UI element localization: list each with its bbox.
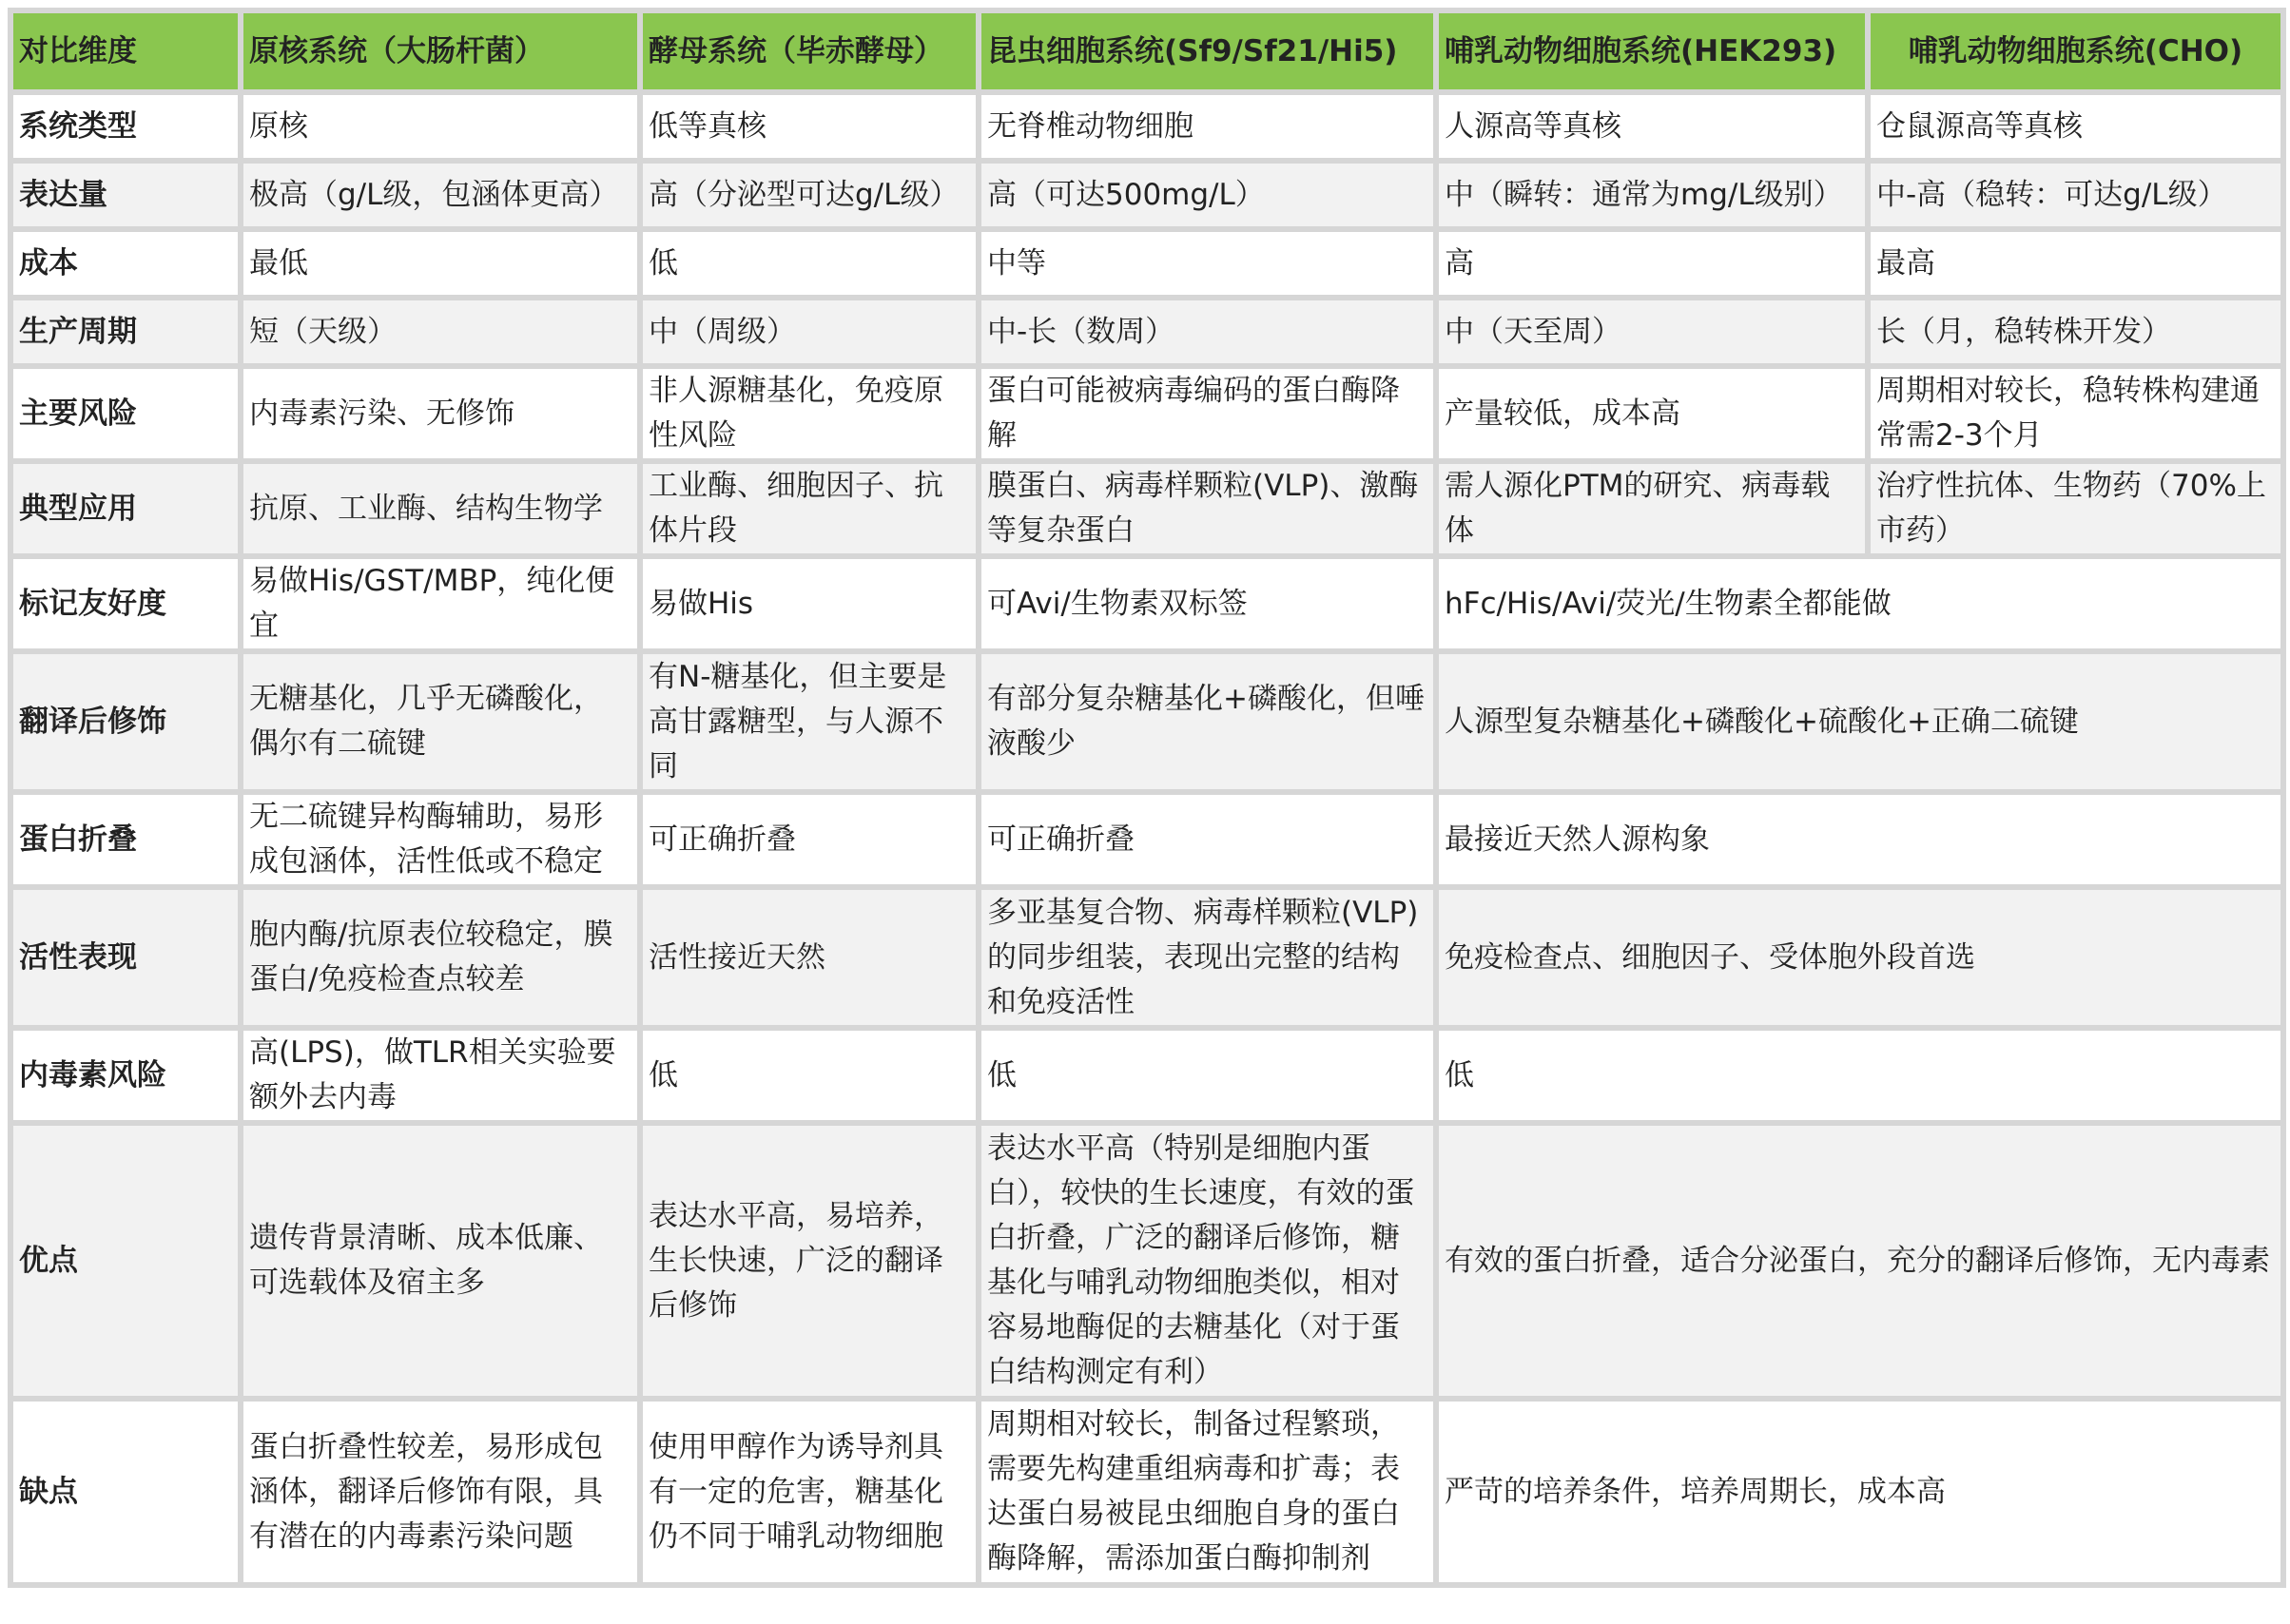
table-cell: 最高 [1871,232,2280,295]
table-row [13,795,2280,884]
table-cell-merged: hFc/His/Avi/荧光/生物素全都能做 [1439,559,2280,648]
header-prokaryotic: 原核系统（大肠杆菌） [243,13,637,89]
table-cell: 活性接近天然 [643,890,976,1025]
header-yeast: 酵母系统（毕赤酵母） [643,13,976,89]
table-cell: 短（天级） [243,300,637,363]
table-cell-merged: 低 [1439,1031,2280,1120]
table-cell: 人源高等真核 [1439,95,1865,158]
table-cell: 产量较低，成本高 [1439,369,1865,458]
comparison-table-container [13,13,2277,1588]
table-cell: 低 [643,232,976,295]
row-header: 典型应用 [13,464,238,553]
table-cell: 遗传背景清晰、成本低廉、可选载体及宿主多 [243,1126,637,1396]
table-cell: 有N-糖基化，但主要是高甘露糖型，与人源不同 [643,654,976,789]
row-header: 活性表现 [13,890,238,1025]
table-row [13,890,2280,1025]
table-row [13,300,2280,363]
table-cell: 工业酶、细胞因子、抗体片段 [643,464,976,553]
table-cell: 中等 [981,232,1433,295]
row-header: 成本 [13,232,238,295]
row-header: 内毒素风险 [13,1031,238,1120]
table-cell: 低 [643,1031,976,1120]
table-cell: 极高（g/L级，包涵体更高） [243,164,637,226]
table-cell: 有部分复杂糖基化+磷酸化，但唾液酸少 [981,654,1433,789]
table-cell: 原核 [243,95,637,158]
table-cell: 可正确折叠 [643,795,976,884]
header-hek293: 哺乳动物细胞系统(HEK293) [1439,13,1865,89]
table-cell: 高（可达500mg/L） [981,164,1433,226]
table-cell: 易做His/GST/MBP，纯化便宜 [243,559,637,648]
table-cell: 无二硫键异构酶辅助，易形成包涵体，活性低或不稳定 [243,795,637,884]
table-row [13,1126,2280,1396]
table-row [13,464,2280,553]
table-cell: 蛋白可能被病毒编码的蛋白酶降解 [981,369,1433,458]
table-cell-merged: 最接近天然人源构象 [1439,795,2280,884]
table-cell: 膜蛋白、病毒样颗粒(VLP)、激酶等复杂蛋白 [981,464,1433,553]
table-row [13,559,2280,648]
table-cell: 仓鼠源高等真核 [1871,95,2280,158]
table-row [13,95,2280,158]
table-cell: 蛋白折叠性较差，易形成包涵体，翻译后修饰有限，具有潜在的内毒素污染问题 [243,1402,637,1582]
table-cell: 多亚基复合物、病毒样颗粒(VLP)的同步组装，表现出完整的结构和免疫活性 [981,890,1433,1025]
table-cell: 高(LPS)，做TLR相关实验要额外去内毒 [243,1031,637,1120]
expression-system-comparison-table [8,8,2286,1588]
table-cell: 最低 [243,232,637,295]
table-row [13,654,2280,789]
table-cell: 胞内酶/抗原表位较稳定，膜蛋白/免疫检查点较差 [243,890,637,1025]
row-header: 生产周期 [13,300,238,363]
table-cell-merged: 人源型复杂糖基化+磷酸化+硫酸化+正确二硫键 [1439,654,2280,789]
table-cell: 无糖基化，几乎无磷酸化，偶尔有二硫键 [243,654,637,789]
table-cell: 表达水平高（特别是细胞内蛋白），较快的生长速度，有效的蛋白折叠，广泛的翻译后修饰，糖基化与哺乳动物细胞类似，相对容易地酶促的去糖基化（对于蛋白结构测定有利） [981,1126,1433,1396]
table-cell: 高（分泌型可达g/L级） [643,164,976,226]
row-header: 优点 [13,1126,238,1396]
table-cell: 表达水平高，易培养，生长快速，广泛的翻译后修饰 [643,1126,976,1396]
row-header: 标记友好度 [13,559,238,648]
row-header: 主要风险 [13,369,238,458]
table-cell: 非人源糖基化，免疫原性风险 [643,369,976,458]
table-cell: 可正确折叠 [981,795,1433,884]
table-cell-merged: 有效的蛋白折叠，适合分泌蛋白，充分的翻译后修饰，无内毒素 [1439,1126,2280,1396]
table-cell: 治疗性抗体、生物药（70%上市药） [1871,464,2280,553]
table-cell: 周期相对较长，稳转株构建通常需2-3个月 [1871,369,2280,458]
header-dimension: 对比维度 [13,13,238,89]
table-cell: 抗原、工业酶、结构生物学 [243,464,637,553]
row-header: 翻译后修饰 [13,654,238,789]
table-cell: 中（天至周） [1439,300,1865,363]
table-cell: 高 [1439,232,1865,295]
table-row [13,164,2280,226]
table-cell: 中（瞬转：通常为mg/L级别） [1439,164,1865,226]
row-header: 系统类型 [13,95,238,158]
row-header: 蛋白折叠 [13,795,238,884]
table-cell: 内毒素污染、无修饰 [243,369,637,458]
table-cell: 使用甲醇作为诱导剂具有一定的危害，糖基化仍不同于哺乳动物细胞 [643,1402,976,1582]
row-header: 缺点 [13,1402,238,1582]
table-cell: 低等真核 [643,95,976,158]
table-row [13,369,2280,458]
table-cell: 中-高（稳转：可达g/L级） [1871,164,2280,226]
table-cell-merged: 免疫检查点、细胞因子、受体胞外段首选 [1439,890,2280,1025]
table-cell: 中（周级） [643,300,976,363]
table-cell: 可Avi/生物素双标签 [981,559,1433,648]
table-cell: 无脊椎动物细胞 [981,95,1433,158]
header-cho: 哺乳动物细胞系统(CHO) [1871,13,2280,89]
table-cell: 长（月，稳转株开发） [1871,300,2280,363]
table-cell: 需人源化PTM的研究、病毒载体 [1439,464,1865,553]
table-row [13,232,2280,295]
table-cell-merged: 严苛的培养条件，培养周期长，成本高 [1439,1402,2280,1582]
row-header: 表达量 [13,164,238,226]
table-row [13,1031,2280,1120]
table-cell: 易做His [643,559,976,648]
table-cell: 周期相对较长，制备过程繁琐，需要先构建重组病毒和扩毒；表达蛋白易被昆虫细胞自身的蛋白酶降解，需添加蛋白酶抑制剂 [981,1402,1433,1582]
table-cell: 中-长（数周） [981,300,1433,363]
table-row [13,1402,2280,1582]
header-insect: 昆虫细胞系统(Sf9/Sf21/Hi5) [981,13,1433,89]
header-row [13,13,2280,89]
table-cell: 低 [981,1031,1433,1120]
